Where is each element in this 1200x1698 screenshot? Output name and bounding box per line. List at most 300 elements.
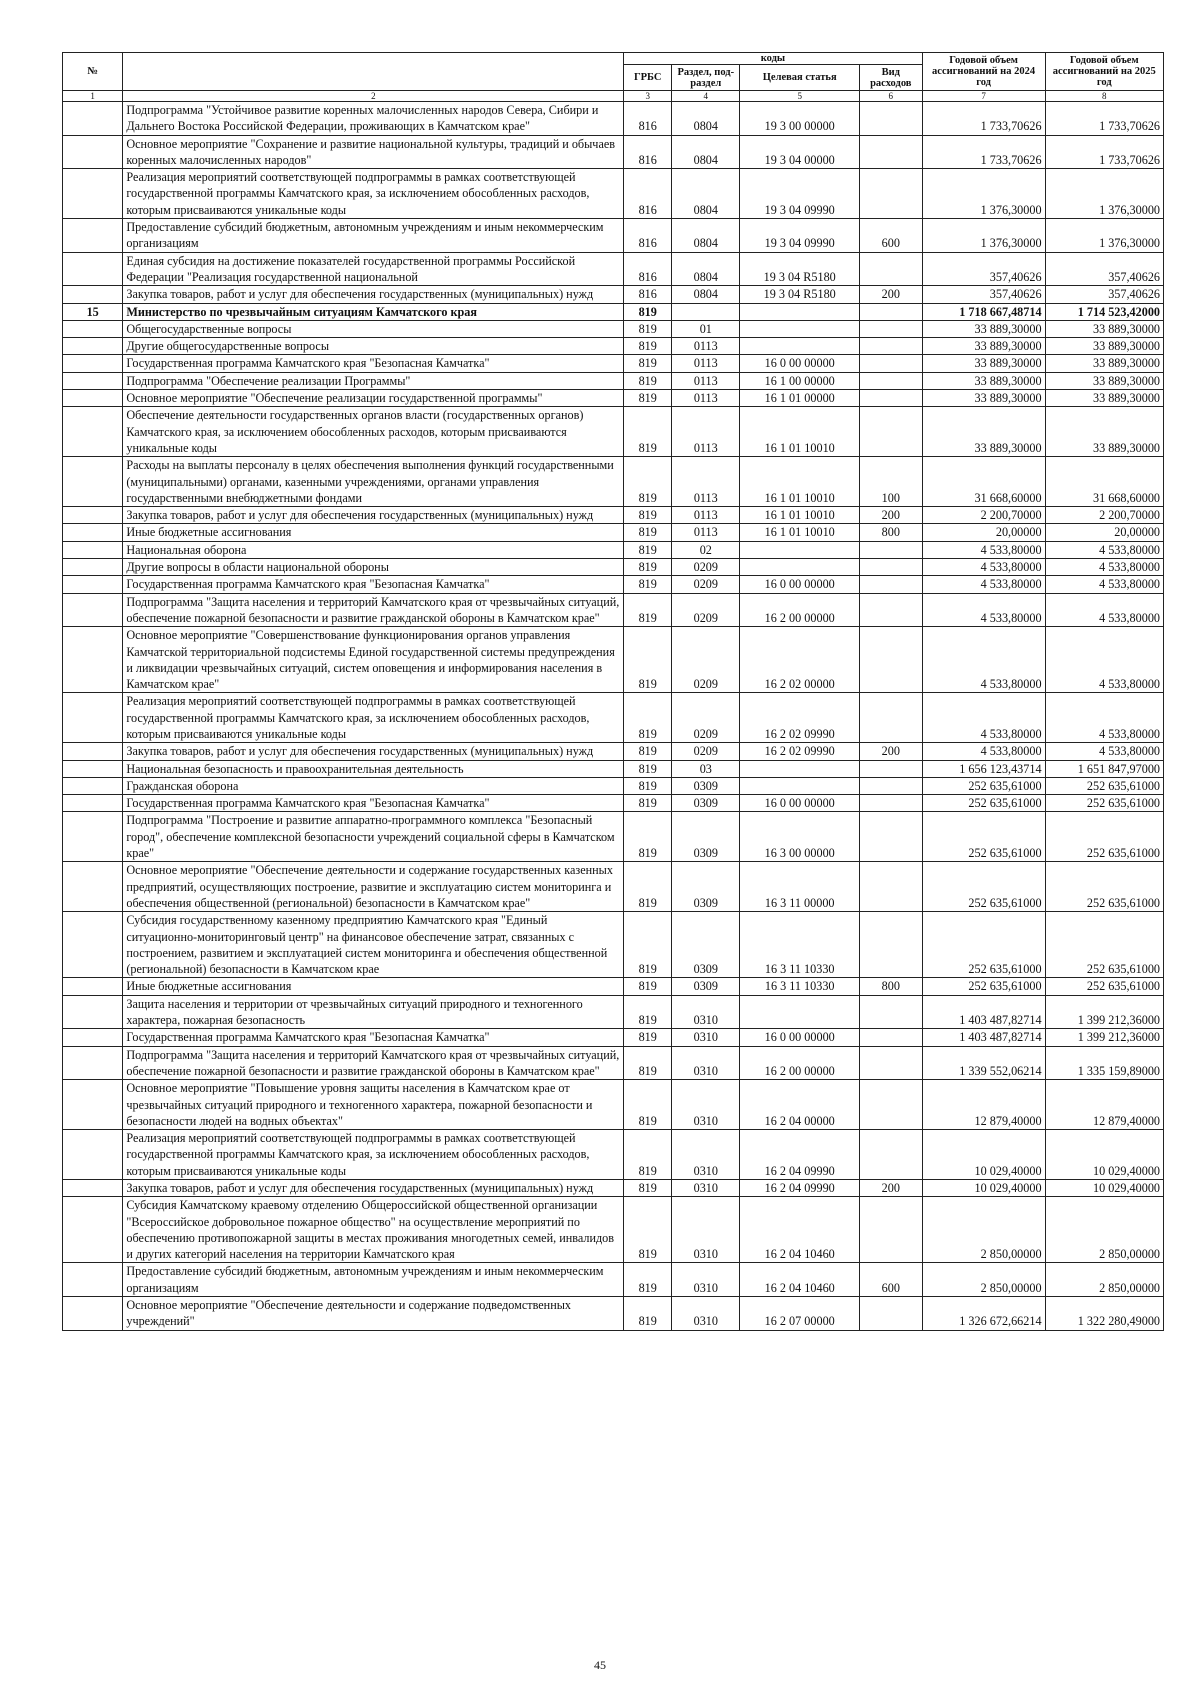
cell-section: 0310 <box>672 1080 740 1130</box>
cell-target <box>740 320 860 337</box>
cell-target: 16 1 01 10010 <box>740 457 860 507</box>
cell-v2025: 4 533,80000 <box>1045 541 1163 558</box>
cell-name: Подпрограмма "Обеспечение реализации Программы" <box>123 372 624 389</box>
cell-no <box>63 1197 123 1263</box>
cell-v2024: 33 889,30000 <box>922 338 1045 355</box>
cell-name: Субсидия Камчатскому краевому отделению Общероссийской общественной организации "Всероссийское добровольное пожарное общество" на осуществление мероприятий по обеспечению противопожарной защиты в местах проживания многодетных семей, инвалидов и других категорий населения на территории Камчатского края <box>123 1197 624 1263</box>
cell-name: Государственная программа Камчатского края "Безопасная Камчатка" <box>123 1029 624 1046</box>
cell-target: 16 3 11 00000 <box>740 862 860 912</box>
cell-name: Предоставление субсидий бюджетным, автономным учреждениям и иным некоммерческим организациям <box>123 1263 624 1297</box>
cell-target <box>740 760 860 777</box>
cell-v2025: 2 200,70000 <box>1045 507 1163 524</box>
table-row <box>63 252 1164 286</box>
cell-v2024: 1 326 672,66214 <box>922 1297 1045 1331</box>
cell-target: 19 3 04 00000 <box>740 135 860 169</box>
cell-vid <box>859 777 922 794</box>
table-row <box>63 1197 1164 1263</box>
cell-vid <box>859 303 922 320</box>
column-number: 6 <box>859 91 922 102</box>
budget-table <box>62 52 1164 1331</box>
cell-target: 16 1 01 10010 <box>740 524 860 541</box>
column-number: 4 <box>672 91 740 102</box>
cell-no <box>63 1130 123 1180</box>
cell-section: 0804 <box>672 135 740 169</box>
cell-no <box>63 390 123 407</box>
column-number: 2 <box>123 91 624 102</box>
table-row <box>63 390 1164 407</box>
table-row <box>63 524 1164 541</box>
cell-v2024: 33 889,30000 <box>922 320 1045 337</box>
cell-v2024: 1 718 667,48714 <box>922 303 1045 320</box>
table-row <box>63 355 1164 372</box>
cell-name: Основное мероприятие "Повышение уровня защиты населения в Камчатском крае от чрезвычайных ситуаций природного и техногенного характера, пожарной безопасности и безопасности людей на водных объектах" <box>123 1080 624 1130</box>
cell-vid <box>859 407 922 457</box>
cell-v2024: 2 850,00000 <box>922 1197 1045 1263</box>
cell-no <box>63 457 123 507</box>
cell-section: 0804 <box>672 252 740 286</box>
cell-name: Закупка товаров, работ и услуг для обеспечения государственных (муниципальных) нужд <box>123 1180 624 1197</box>
cell-vid <box>859 627 922 693</box>
cell-no <box>63 524 123 541</box>
cell-v2024: 1 376,30000 <box>922 219 1045 253</box>
cell-v2025: 357,40626 <box>1045 286 1163 303</box>
cell-name: Другие вопросы в области национальной обороны <box>123 559 624 576</box>
table-row <box>63 372 1164 389</box>
cell-v2025: 1 376,30000 <box>1045 169 1163 219</box>
cell-vid <box>859 338 922 355</box>
cell-v2025: 1 733,70626 <box>1045 135 1163 169</box>
cell-name: Гражданская оборона <box>123 777 624 794</box>
cell-no <box>63 1029 123 1046</box>
table-row <box>63 559 1164 576</box>
table-row <box>63 541 1164 558</box>
cell-v2025: 1 399 212,36000 <box>1045 995 1163 1029</box>
cell-name: Подпрограмма "Защита населения и территорий Камчатского края от чрезвычайных ситуаций, обеспечение пожарной безопасности и развитие гражданской обороны в Камчатском крае" <box>123 593 624 627</box>
page-number: 45 <box>594 1658 606 1672</box>
cell-no: 15 <box>63 303 123 320</box>
cell-section: 0309 <box>672 777 740 794</box>
cell-target: 16 2 04 10460 <box>740 1197 860 1263</box>
cell-v2024: 33 889,30000 <box>922 355 1045 372</box>
cell-target: 16 2 00 00000 <box>740 593 860 627</box>
cell-name: Государственная программа Камчатского края "Безопасная Камчатка" <box>123 795 624 812</box>
cell-v2025: 12 879,40000 <box>1045 1080 1163 1130</box>
cell-target: 16 2 04 09990 <box>740 1130 860 1180</box>
cell-vid: 200 <box>859 286 922 303</box>
cell-grbs: 819 <box>624 1029 672 1046</box>
cell-grbs: 816 <box>624 135 672 169</box>
cell-v2025: 1 322 280,49000 <box>1045 1297 1163 1331</box>
table-row <box>63 978 1164 995</box>
cell-v2025: 33 889,30000 <box>1045 338 1163 355</box>
table-row <box>63 102 1164 136</box>
cell-grbs: 819 <box>624 1046 672 1080</box>
cell-target: 19 3 04 R5180 <box>740 286 860 303</box>
cell-no <box>63 862 123 912</box>
cell-v2024: 20,00000 <box>922 524 1045 541</box>
cell-vid <box>859 1297 922 1331</box>
cell-v2024: 4 533,80000 <box>922 576 1045 593</box>
cell-v2024: 10 029,40000 <box>922 1180 1045 1197</box>
cell-grbs: 819 <box>624 320 672 337</box>
cell-vid <box>859 252 922 286</box>
header-target: Целевая статья <box>740 65 860 91</box>
cell-target: 16 3 00 00000 <box>740 812 860 862</box>
cell-no <box>63 135 123 169</box>
cell-no <box>63 355 123 372</box>
cell-target <box>740 303 860 320</box>
cell-section: 0309 <box>672 812 740 862</box>
cell-grbs: 819 <box>624 777 672 794</box>
cell-v2025: 4 533,80000 <box>1045 693 1163 743</box>
cell-grbs: 819 <box>624 795 672 812</box>
cell-v2025: 252 635,61000 <box>1045 862 1163 912</box>
cell-section: 0804 <box>672 169 740 219</box>
header-section: Раздел, под-раздел <box>672 65 740 91</box>
header-no: № <box>63 53 123 91</box>
cell-v2024: 252 635,61000 <box>922 912 1045 978</box>
cell-v2024: 2 850,00000 <box>922 1263 1045 1297</box>
cell-grbs: 816 <box>624 219 672 253</box>
cell-v2025: 31 668,60000 <box>1045 457 1163 507</box>
cell-no <box>63 559 123 576</box>
cell-v2025: 4 533,80000 <box>1045 593 1163 627</box>
cell-v2025: 252 635,61000 <box>1045 777 1163 794</box>
table-body <box>63 102 1164 1331</box>
cell-name: Национальная оборона <box>123 541 624 558</box>
cell-name: Закупка товаров, работ и услуг для обеспечения государственных (муниципальных) нужд <box>123 507 624 524</box>
cell-v2025: 33 889,30000 <box>1045 407 1163 457</box>
cell-grbs: 819 <box>624 541 672 558</box>
cell-name: Реализация мероприятий соответствующей подпрограммы в рамках соответствующей государственной программы Камчатского края, за исключением обособленных расходов, которым присваиваются уникальные коды <box>123 1130 624 1180</box>
cell-v2024: 4 533,80000 <box>922 627 1045 693</box>
cell-section: 0209 <box>672 627 740 693</box>
table-row <box>63 1180 1164 1197</box>
cell-grbs: 816 <box>624 169 672 219</box>
cell-no <box>63 169 123 219</box>
cell-v2024: 1 403 487,82714 <box>922 1029 1045 1046</box>
cell-name: Расходы на выплаты персоналу в целях обеспечения выполнения функций государственными (муниципальными) органами, казенными учреждениями, органами управления государственными внебюджетными фондами <box>123 457 624 507</box>
cell-vid: 800 <box>859 978 922 995</box>
cell-section: 0113 <box>672 507 740 524</box>
cell-name: Подпрограмма "Защита населения и территорий Камчатского края от чрезвычайных ситуаций, обеспечение пожарной безопасности и развитие гражданской обороны в Камчатском крае" <box>123 1046 624 1080</box>
column-number: 1 <box>63 91 123 102</box>
cell-section: 0804 <box>672 219 740 253</box>
cell-v2025: 1 335 159,89000 <box>1045 1046 1163 1080</box>
cell-target: 16 1 01 00000 <box>740 390 860 407</box>
cell-vid: 200 <box>859 1180 922 1197</box>
cell-vid <box>859 169 922 219</box>
cell-grbs: 819 <box>624 1263 672 1297</box>
cell-v2024: 1 656 123,43714 <box>922 760 1045 777</box>
header-expense-type: Вид расходов <box>859 65 922 91</box>
cell-section: 0310 <box>672 1263 740 1297</box>
cell-no <box>63 338 123 355</box>
cell-name: Субсидия государственному казенному предприятию Камчатского края "Единый ситуационно-мониторинговый центр" на финансовое обеспечение затрат, связанных с построением, развитием и эксплуатацией систем мониторинга и обеспечения общественной (региональной) безопасности в Камчатском крае <box>123 912 624 978</box>
cell-grbs: 816 <box>624 102 672 136</box>
cell-vid <box>859 135 922 169</box>
cell-no <box>63 576 123 593</box>
cell-grbs: 819 <box>624 390 672 407</box>
cell-v2025: 252 635,61000 <box>1045 795 1163 812</box>
cell-section: 0113 <box>672 524 740 541</box>
cell-vid <box>859 1080 922 1130</box>
cell-section: 02 <box>672 541 740 558</box>
column-number: 3 <box>624 91 672 102</box>
cell-vid: 600 <box>859 1263 922 1297</box>
cell-name: Другие общегосударственные вопросы <box>123 338 624 355</box>
column-number: 5 <box>740 91 860 102</box>
table-row <box>63 169 1164 219</box>
cell-grbs: 819 <box>624 812 672 862</box>
cell-grbs: 819 <box>624 457 672 507</box>
cell-no <box>63 760 123 777</box>
cell-no <box>63 912 123 978</box>
cell-vid <box>859 593 922 627</box>
cell-vid <box>859 862 922 912</box>
cell-no <box>63 372 123 389</box>
cell-v2025: 4 533,80000 <box>1045 576 1163 593</box>
cell-grbs: 819 <box>624 1130 672 1180</box>
table-row <box>63 219 1164 253</box>
cell-vid <box>859 795 922 812</box>
cell-section: 0310 <box>672 1046 740 1080</box>
cell-vid <box>859 995 922 1029</box>
cell-target: 16 2 07 00000 <box>740 1297 860 1331</box>
cell-v2025: 357,40626 <box>1045 252 1163 286</box>
cell-target <box>740 559 860 576</box>
cell-section: 0309 <box>672 862 740 912</box>
cell-grbs: 819 <box>624 862 672 912</box>
cell-v2024: 252 635,61000 <box>922 777 1045 794</box>
table-row <box>63 286 1164 303</box>
cell-target: 16 1 01 10010 <box>740 407 860 457</box>
cell-grbs: 819 <box>624 593 672 627</box>
cell-no <box>63 1080 123 1130</box>
cell-grbs: 819 <box>624 995 672 1029</box>
cell-name: Общегосударственные вопросы <box>123 320 624 337</box>
table-row <box>63 338 1164 355</box>
cell-v2024: 4 533,80000 <box>922 541 1045 558</box>
cell-target: 16 2 04 09990 <box>740 1180 860 1197</box>
cell-vid <box>859 1029 922 1046</box>
cell-section: 0209 <box>672 693 740 743</box>
cell-v2025: 1 733,70626 <box>1045 102 1163 136</box>
cell-v2025: 1 651 847,97000 <box>1045 760 1163 777</box>
cell-section: 01 <box>672 320 740 337</box>
cell-v2025: 33 889,30000 <box>1045 390 1163 407</box>
cell-vid <box>859 559 922 576</box>
cell-name: Подпрограмма "Построение и развитие аппаратно-программного комплекса "Безопасный город", обеспечение комплексной безопасности учреждений социальной сферы в Камчатском крае" <box>123 812 624 862</box>
cell-vid <box>859 1046 922 1080</box>
cell-v2025: 10 029,40000 <box>1045 1130 1163 1180</box>
cell-section: 0309 <box>672 912 740 978</box>
cell-target: 16 3 11 10330 <box>740 978 860 995</box>
cell-grbs: 819 <box>624 912 672 978</box>
cell-grbs: 819 <box>624 1080 672 1130</box>
cell-target: 16 2 04 00000 <box>740 1080 860 1130</box>
cell-v2024: 252 635,61000 <box>922 862 1045 912</box>
cell-no <box>63 978 123 995</box>
cell-name: Основное мероприятие "Сохранение и развитие национальной культуры, традиций и обычаев коренных малочисленных народов" <box>123 135 624 169</box>
cell-vid <box>859 372 922 389</box>
cell-target <box>740 777 860 794</box>
cell-v2025: 33 889,30000 <box>1045 355 1163 372</box>
cell-grbs: 819 <box>624 1297 672 1331</box>
cell-vid <box>859 812 922 862</box>
cell-v2025: 252 635,61000 <box>1045 912 1163 978</box>
cell-vid: 100 <box>859 457 922 507</box>
cell-v2024: 33 889,30000 <box>922 372 1045 389</box>
cell-v2024: 357,40626 <box>922 252 1045 286</box>
cell-v2025: 1 714 523,42000 <box>1045 303 1163 320</box>
cell-vid <box>859 576 922 593</box>
cell-target: 16 2 02 09990 <box>740 743 860 760</box>
table-row <box>63 507 1164 524</box>
cell-grbs: 819 <box>624 559 672 576</box>
cell-v2025: 252 635,61000 <box>1045 812 1163 862</box>
cell-vid <box>859 912 922 978</box>
cell-section: 0209 <box>672 559 740 576</box>
cell-name: Государственная программа Камчатского края "Безопасная Камчатка" <box>123 355 624 372</box>
table-row <box>63 760 1164 777</box>
cell-no <box>63 627 123 693</box>
cell-name: Закупка товаров, работ и услуг для обеспечения государственных (муниципальных) нужд <box>123 286 624 303</box>
table-row <box>63 912 1164 978</box>
cell-section: 0113 <box>672 338 740 355</box>
cell-no <box>63 102 123 136</box>
column-number: 7 <box>922 91 1045 102</box>
cell-v2024: 1 733,70626 <box>922 102 1045 136</box>
cell-v2025: 4 533,80000 <box>1045 743 1163 760</box>
cell-no <box>63 1297 123 1331</box>
cell-section: 0804 <box>672 102 740 136</box>
cell-section: 0310 <box>672 1180 740 1197</box>
cell-v2024: 2 200,70000 <box>922 507 1045 524</box>
cell-grbs: 819 <box>624 978 672 995</box>
cell-section: 0113 <box>672 457 740 507</box>
cell-target: 16 2 00 00000 <box>740 1046 860 1080</box>
cell-v2024: 252 635,61000 <box>922 978 1045 995</box>
cell-name: Основное мероприятие "Совершенствование функционирования органов управления Камчатской территориальной подсистемы Единой государственной системы предупреждения и ликвидации чрезвычайных ситуаций, систем оповещения и информирования населения в Камчатском крае" <box>123 627 624 693</box>
header-vol2024: Годовой объем ассигнований на 2024 год <box>922 53 1045 91</box>
cell-no <box>63 812 123 862</box>
cell-name: Обеспечение деятельности государственных органов власти (государственных органов) Камчатского края, за исключением обособленных расходов, которым присваиваются уникальные коды <box>123 407 624 457</box>
cell-section: 0209 <box>672 593 740 627</box>
cell-name: Предоставление субсидий бюджетным, автономным учреждениям и иным некоммерческим организациям <box>123 219 624 253</box>
cell-v2024: 33 889,30000 <box>922 390 1045 407</box>
cell-no <box>63 286 123 303</box>
cell-vid <box>859 541 922 558</box>
cell-grbs: 819 <box>624 507 672 524</box>
cell-name: Государственная программа Камчатского края "Безопасная Камчатка" <box>123 576 624 593</box>
cell-v2024: 33 889,30000 <box>922 407 1045 457</box>
cell-v2024: 1 339 552,06214 <box>922 1046 1045 1080</box>
table-row <box>63 593 1164 627</box>
cell-grbs: 819 <box>624 627 672 693</box>
cell-no <box>63 743 123 760</box>
cell-section: 0310 <box>672 995 740 1029</box>
cell-no <box>63 252 123 286</box>
cell-v2025: 2 850,00000 <box>1045 1263 1163 1297</box>
cell-section: 0804 <box>672 286 740 303</box>
cell-section: 0310 <box>672 1029 740 1046</box>
header-vol2025: Годовой объем ассигнований на 2025 год <box>1045 53 1163 91</box>
cell-v2025: 33 889,30000 <box>1045 320 1163 337</box>
cell-vid <box>859 760 922 777</box>
cell-name: Единая субсидия на достижение показателей государственной программы Российской Федерации "Реализация государственной национальной <box>123 252 624 286</box>
cell-target: 16 1 01 10010 <box>740 507 860 524</box>
cell-grbs: 819 <box>624 407 672 457</box>
cell-name: Основное мероприятие "Обеспечение деятельности и содержание подведомственных учреждений" <box>123 1297 624 1331</box>
cell-grbs: 819 <box>624 693 672 743</box>
cell-section: 0309 <box>672 795 740 812</box>
cell-grbs: 819 <box>624 338 672 355</box>
cell-v2024: 4 533,80000 <box>922 559 1045 576</box>
cell-no <box>63 320 123 337</box>
cell-section: 0310 <box>672 1197 740 1263</box>
cell-grbs: 816 <box>624 252 672 286</box>
table-row <box>63 407 1164 457</box>
cell-no <box>63 795 123 812</box>
cell-v2024: 4 533,80000 <box>922 693 1045 743</box>
cell-v2024: 10 029,40000 <box>922 1130 1045 1180</box>
cell-section: 0113 <box>672 372 740 389</box>
cell-grbs: 819 <box>624 355 672 372</box>
cell-v2024: 357,40626 <box>922 286 1045 303</box>
cell-section: 0113 <box>672 390 740 407</box>
cell-section: 0113 <box>672 355 740 372</box>
table-row <box>63 812 1164 862</box>
table-row <box>63 576 1164 593</box>
table-row <box>63 862 1164 912</box>
cell-target: 16 0 00 00000 <box>740 576 860 593</box>
cell-v2025: 1 399 212,36000 <box>1045 1029 1163 1046</box>
cell-target: 16 3 11 10330 <box>740 912 860 978</box>
cell-vid <box>859 1197 922 1263</box>
table-row <box>63 1080 1164 1130</box>
cell-v2025: 252 635,61000 <box>1045 978 1163 995</box>
header-codes: коды <box>624 53 922 65</box>
cell-target: 16 0 00 00000 <box>740 795 860 812</box>
cell-v2024: 1 733,70626 <box>922 135 1045 169</box>
cell-target: 16 1 00 00000 <box>740 372 860 389</box>
cell-vid: 800 <box>859 524 922 541</box>
table-row <box>63 995 1164 1029</box>
table-row <box>63 743 1164 760</box>
table-row <box>63 1263 1164 1297</box>
cell-vid <box>859 102 922 136</box>
cell-no <box>63 407 123 457</box>
cell-target <box>740 338 860 355</box>
cell-v2024: 4 533,80000 <box>922 593 1045 627</box>
table-row <box>63 135 1164 169</box>
cell-section: 0209 <box>672 576 740 593</box>
cell-no <box>63 777 123 794</box>
cell-name: Подпрограмма "Устойчивое развитие коренных малочисленных народов Севера, Сибири и Дальнего Востока Российской Федерации, проживающих в Камчатском крае" <box>123 102 624 136</box>
cell-grbs: 819 <box>624 1180 672 1197</box>
column-number: 8 <box>1045 91 1163 102</box>
table-row <box>63 1046 1164 1080</box>
cell-target: 16 2 02 09990 <box>740 693 860 743</box>
cell-section: 0209 <box>672 743 740 760</box>
header-grbs: ГРБС <box>624 65 672 91</box>
cell-vid: 200 <box>859 743 922 760</box>
table-row <box>63 777 1164 794</box>
cell-v2025: 1 376,30000 <box>1045 219 1163 253</box>
cell-target: 19 3 04 09990 <box>740 169 860 219</box>
cell-v2024: 1 376,30000 <box>922 169 1045 219</box>
